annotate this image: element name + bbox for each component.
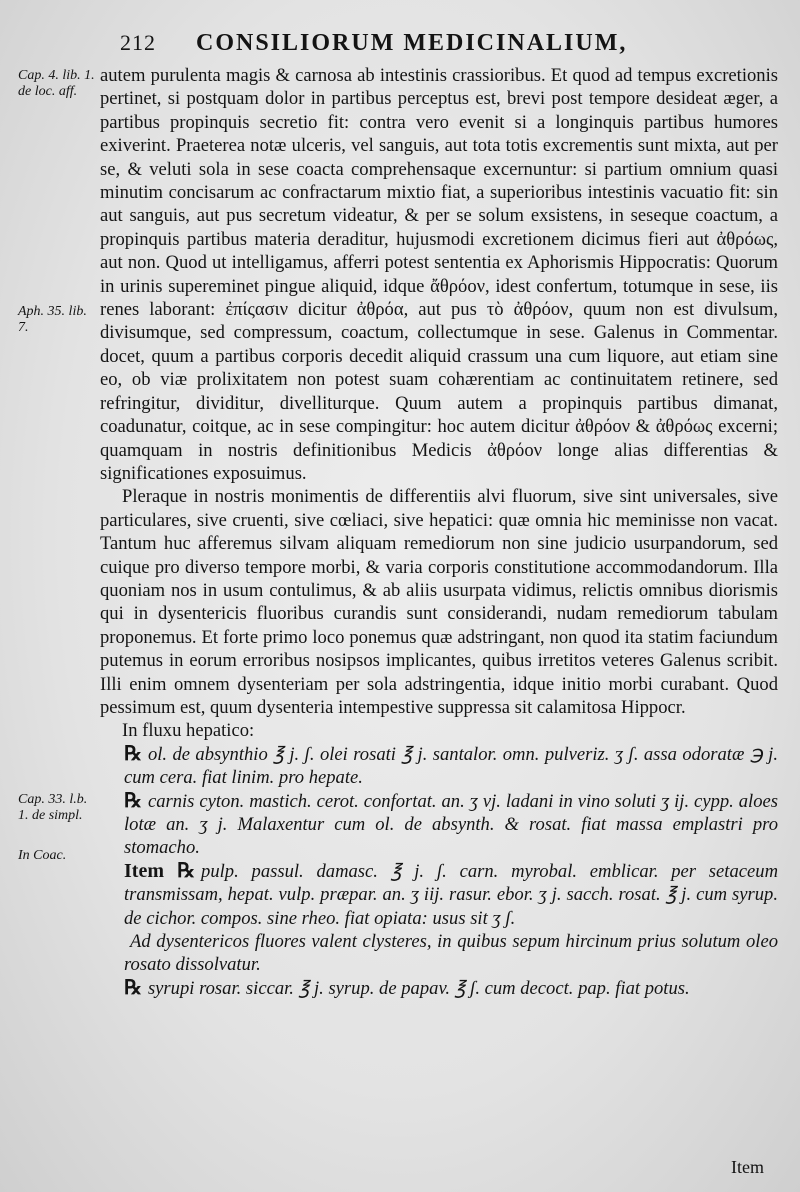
recipe-2	[100, 790, 778, 860]
margin-note-1: Cap. 4. lib. 1. de loc. aff.	[18, 68, 95, 99]
paragraph-3: In fluxu hepatico:	[122, 720, 255, 742]
recipe-4	[100, 930, 778, 977]
recipe-symbol: Item ℞	[124, 859, 196, 882]
body-text	[100, 64, 778, 1000]
running-title: CONSILIORUM MEDICINALIUM,	[196, 30, 628, 56]
paragraph-2: Pleraque in nostris monimentis de differentiis alvi fluorum, sive sint universales, sive particulares, sive cruenti, sive cœliaci, sive hepatici: quæ omnia hic meminisse non vacat. Tantum huc afferemus silvam aliquam remediorum non sine judicio usurpandorum, sed cuique pro diverso tempore morbi, & varia corporis constitutione accommodandorum. Illa quoniam nos in usum contulimus, & ab aliis usurpata vidimus, relictis omnibus diorismis qui in dysentericis fluoribus curandis sunt considerandi, nudam remediorum tabulam proponemus. Et forte primo loco ponemus quæ adstringant, non quod ita statim faciundum putemus in eorum erroribus nosipsos implicantes, quibus irretitos veteres Galenus scribit. Illi enim omnem dysenteriam per sola adstringentia, idque initio morbi curabant. Quod pessimum est, quum dysenteria intempestive suppressa sit calamitosa Hippocr.	[100, 486, 778, 718]
recipe-symbol: ℞	[124, 742, 142, 765]
catchword: Item	[731, 1157, 764, 1177]
recipe-5	[100, 977, 778, 1000]
paragraph-1: autem purulenta magis & carnosa ab intestinis crassioribus. Et quod ad tempus excretionis pertinet, si postquam dolor in partibus perceptus est, brevi post tempore desideat æger, a partibus propinquis secretio fit: contra vero evenit si a longinquis partibus humores exiverint. Praeterea notæ ulceris, vel sanguis, aut tota totis excrementis sunt mixta, aut per se, & veluti sola in sese coacta comprehensaque excernuntur: si partium omnium quasi minutim concisarum ac confractarum mixtio fiat, a superioribus intestinis vacuatio fit: sin aut sanguis, aut pus secretum videatur, & per se solum exsistens, in seseque coactum, a propinquis partibus materia deraditur, hujusmodi excretionem dicimus fieri aut ἀθρόως, aut non. Quod ut intelligamus, afferri potest sententia ex Aphorismis Hippocratis: Quorum in urinis supereminet pingue aliquid, idque ἄθρόον, idest confertum, totumque in sese, iis renes laborant: ἐπίςασιν dicitur ἀθρόα, aut pus τὸ ἀθρόον, quum non est divulsum, divisumque, sed compressum, coactum, collectumque in sese. Galenus in Commentar. docet, quum a partibus corporis decedit aliquid crassum una cum liquore, aut etiam sine eo, ob viæ prolixitatem non potest suam cohærentiam ac continuitatem retinere, sed refringitur, dividitur, divelliturque. Quum autem a propinquis partibus dimanat, coadunatur, coitque, ac in sese compingitur: hoc autem dicitur ἀθρόον & ἀθρόως excerni; quamquam in nostris definitionibus Medicis ἀθρόον longe alias differentias & significationes exposuimus.	[100, 65, 778, 484]
recipe-text: pulp. passul. damasc. ℥ j. ʃ. carn. myrobal. emblicar. per setaceum transmissam, hepat. vulp. præpar. an. ʒ iij. rasur. ebor. ʒ j. sacch. rosat. ℥ j. cum syrup. de cichor. compos. sine rheo. fiat opiata: usus sit ʒ ʃ.	[124, 860, 778, 929]
margin-note-2: Aph. 35. lib. 7.	[18, 304, 87, 335]
recipe-text: Ad dysentericos fluores valent clysteres, in quibus sepum hircinum prius solutum oleo rosato dissolvatur.	[124, 931, 778, 976]
recipe-1	[100, 743, 778, 790]
recipe-3	[100, 860, 778, 930]
recipe-text: ol. de absynthio ℥ j. ʃ. olei rosati ℥ j. santalor. omn. pulveriz. ʒ ʃ. assa odoratæ ℈ j. cum cera. fiat linim. pro hepate.	[124, 743, 778, 789]
recipe-symbol: ℞	[124, 976, 142, 999]
recipe-symbol: ℞	[124, 789, 142, 812]
margin-note-4: In Coac.	[18, 848, 67, 863]
margin-note-3: Cap. 33. l.b. 1. de simpl.	[18, 792, 88, 823]
recipe-text: carnis cyton. mastich. cerot. confortat. an. ʒ vj. ladani in vino soluti ʒ ij. cypp. aloes lotæ an. ʒ j. Malaxentur cum ol. de absynth. & rosat. fiat massa emplastri pro stomacho.	[124, 790, 778, 859]
page-number: 212	[120, 30, 156, 55]
page-header	[120, 30, 660, 57]
recipe-text: syrupi rosar. siccar. ℥ j. syrup. de papav. ℥ ʃ. cum decoct. pap. fiat potus.	[147, 977, 690, 999]
